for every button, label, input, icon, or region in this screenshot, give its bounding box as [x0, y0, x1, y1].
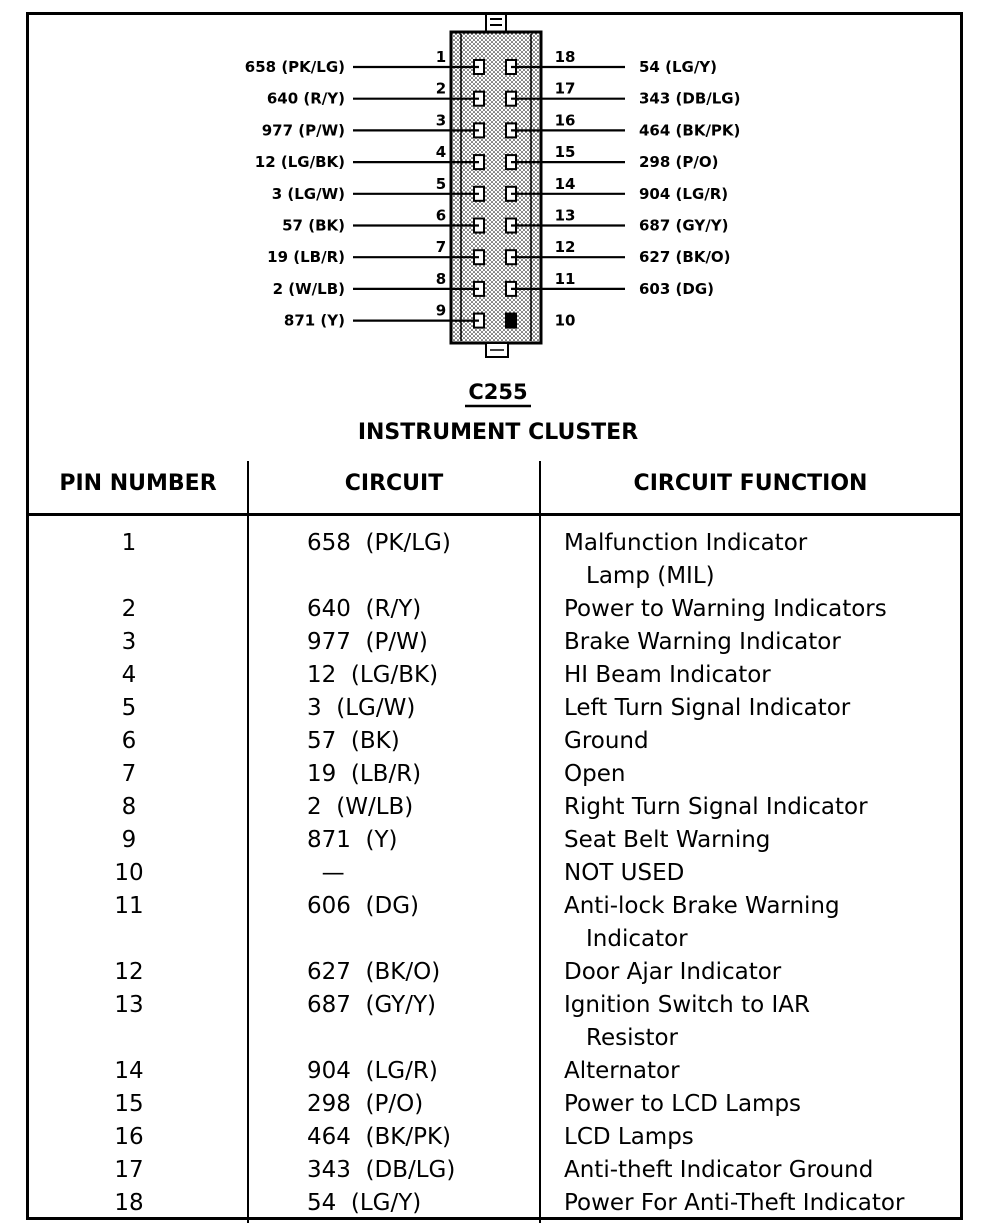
pin-number-15: 15	[554, 143, 576, 162]
pin-number-8: 8	[435, 269, 447, 288]
pin-label-1: 658 (PK/LG)	[244, 58, 345, 76]
pin-label-7: 19 (LB/R)	[267, 248, 345, 267]
connector-diagram	[29, 15, 960, 461]
pin-number-10: 10	[554, 311, 576, 330]
cell-circuit-function	[564, 890, 959, 956]
cell-pin-number: 2	[121, 596, 137, 622]
connector-name: INSTRUMENT CLUSTER	[357, 420, 639, 445]
header-circuit: CIRCUIT	[344, 471, 444, 496]
pin-number-7: 7	[435, 238, 447, 257]
function-text: Anti-lock Brake Warning	[564, 893, 840, 919]
function-text: Ground	[564, 728, 649, 754]
function-text-continued: Resistor	[586, 1025, 678, 1051]
cell-circuit: 2 (W/LB)	[307, 794, 414, 820]
pin-label-6: 57 (BK)	[282, 216, 345, 235]
pin-number-2: 2	[435, 79, 447, 98]
function-text: NOT USED	[564, 860, 685, 886]
cell-pin-number: 6	[121, 728, 137, 754]
cell-pin-number: 11	[114, 893, 144, 919]
column-divider	[247, 461, 249, 1223]
pin-label-16: 464 (BK/PK)	[639, 121, 741, 140]
cell-circuit-function	[564, 527, 959, 593]
cell-circuit-function	[564, 593, 959, 626]
cell-circuit: 871 (Y)	[307, 827, 398, 853]
cell-circuit-function	[564, 989, 959, 1055]
cell-pin-number: 8	[121, 794, 137, 820]
function-text: Right Turn Signal Indicator	[564, 794, 868, 820]
connector-chart-frame	[26, 12, 963, 1220]
cell-pin-number: 16	[114, 1124, 144, 1150]
cell-circuit-function	[564, 1121, 959, 1154]
pin-number-6: 6	[435, 206, 447, 225]
cell-pin-number: 14	[114, 1058, 144, 1084]
cell-circuit: 19 (LB/R)	[307, 761, 422, 787]
cell-pin-number: 5	[121, 695, 137, 721]
header-circuit-function: CIRCUIT FUNCTION	[633, 471, 868, 496]
pin-number-5: 5	[435, 174, 447, 193]
function-text: Brake Warning Indicator	[564, 629, 841, 655]
cell-circuit: 904 (LG/R)	[307, 1058, 438, 1084]
function-text: Seat Belt Warning	[564, 827, 771, 853]
cell-pin-number: 12	[114, 959, 144, 985]
cell-pin-number: 10	[114, 860, 144, 886]
function-text: HI Beam Indicator	[564, 662, 771, 688]
pin-number-17: 17	[554, 79, 576, 98]
cell-pin-number: 4	[121, 662, 137, 688]
function-text: Power to LCD Lamps	[564, 1091, 802, 1117]
pin-label-2: 640 (R/Y)	[266, 89, 345, 108]
pin-number-9: 9	[435, 301, 447, 320]
cell-circuit-function	[564, 1088, 959, 1121]
pin-number-4: 4	[435, 143, 447, 162]
cell-circuit: 464 (BK/PK)	[307, 1124, 452, 1150]
cell-circuit: 343 (DB/LG)	[307, 1157, 456, 1183]
function-text-continued: Lamp (MIL)	[586, 563, 715, 589]
pin-label-3: 977 (P/W)	[261, 121, 345, 140]
function-text: Power to Warning Indicators	[564, 596, 887, 622]
cell-circuit: 658 (PK/LG)	[307, 530, 451, 556]
function-text: Left Turn Signal Indicator	[564, 695, 851, 721]
cell-pin-number: 7	[121, 761, 137, 787]
cell-circuit: 12 (LG/BK)	[307, 662, 439, 688]
cell-circuit-function	[564, 791, 959, 824]
cell-pin-number: 9	[121, 827, 137, 853]
function-text: Open	[564, 761, 626, 787]
cell-pin-number: 17	[114, 1157, 144, 1183]
pin-label-5: 3 (LG/W)	[271, 184, 345, 203]
function-text: Ignition Switch to IAR	[564, 992, 810, 1018]
pin-label-17: 343 (DB/LG)	[639, 89, 741, 108]
function-text: Malfunction Indicator	[564, 530, 808, 556]
cell-circuit: 640 (R/Y)	[307, 596, 422, 622]
pin-number-3: 3	[435, 111, 447, 130]
cell-circuit: 627 (BK/O)	[307, 959, 441, 985]
function-text: Door Ajar Indicator	[564, 959, 782, 985]
cell-pin-number: 18	[114, 1190, 144, 1216]
pin-label-8: 2 (W/LB)	[272, 279, 345, 298]
connector-top-latch	[486, 15, 506, 32]
cell-circuit-function	[564, 692, 959, 725]
cell-circuit-function	[564, 824, 959, 857]
pin-label-11: 603 (DG)	[639, 279, 715, 298]
cell-pin-number: 15	[114, 1091, 144, 1117]
pin-label-14: 904 (LG/R)	[639, 184, 729, 203]
cell-circuit-function	[564, 758, 959, 791]
pin-label-13: 687 (GY/Y)	[639, 216, 729, 235]
cell-circuit-function	[564, 626, 959, 659]
pin-label-9: 871 (Y)	[283, 311, 345, 330]
cell-pin-number: 3	[121, 629, 137, 655]
pin-label-15: 298 (P/O)	[639, 153, 719, 172]
function-text: Alternator	[564, 1058, 680, 1084]
cell-circuit-function	[564, 1055, 959, 1088]
pin-label-18: 54 (LG/Y)	[639, 58, 718, 76]
cell-circuit: 687 (GY/Y)	[307, 992, 436, 1018]
cell-circuit-function	[564, 659, 959, 692]
pin-number-14: 14	[554, 174, 576, 193]
pin-number-1: 1	[435, 48, 447, 66]
pin-number-16: 16	[554, 111, 576, 130]
pin-number-11: 11	[554, 269, 576, 288]
cell-circuit: 57 (BK)	[307, 728, 400, 754]
cell-circuit: 606 (DG)	[307, 893, 420, 919]
cell-circuit: 977 (P/W)	[307, 629, 428, 655]
pin-label-12: 627 (BK/O)	[639, 248, 731, 267]
cell-circuit-function	[564, 857, 959, 890]
function-text: LCD Lamps	[564, 1124, 694, 1150]
cell-circuit-function	[564, 956, 959, 989]
cell-pin-number: 13	[114, 992, 144, 1018]
pin-number-13: 13	[554, 206, 576, 225]
pin-label-4: 12 (LG/BK)	[254, 153, 345, 172]
connector-body	[451, 32, 541, 343]
function-text: Power For Anti-Theft Indicator	[564, 1190, 905, 1216]
table-header	[29, 461, 960, 516]
cell-circuit: 3 (LG/W)	[307, 695, 416, 721]
cell-circuit-function	[564, 1154, 959, 1187]
cell-pin-number: 1	[121, 530, 137, 556]
header-pin-number: PIN NUMBER	[59, 471, 217, 496]
pin-cavity-10	[506, 314, 516, 328]
cell-circuit-function	[564, 725, 959, 758]
cell-circuit: —	[307, 860, 345, 886]
pin-number-18: 18	[554, 48, 576, 66]
function-text-continued: Indicator	[586, 926, 688, 952]
pin-number-12: 12	[554, 238, 576, 257]
column-divider	[539, 461, 541, 1223]
connector-code: C255	[468, 380, 528, 404]
function-text: Anti-theft Indicator Ground	[564, 1157, 874, 1183]
cell-circuit-function	[564, 1187, 959, 1220]
cell-circuit: 54 (LG/Y)	[307, 1190, 422, 1216]
cell-circuit: 298 (P/O)	[307, 1091, 424, 1117]
